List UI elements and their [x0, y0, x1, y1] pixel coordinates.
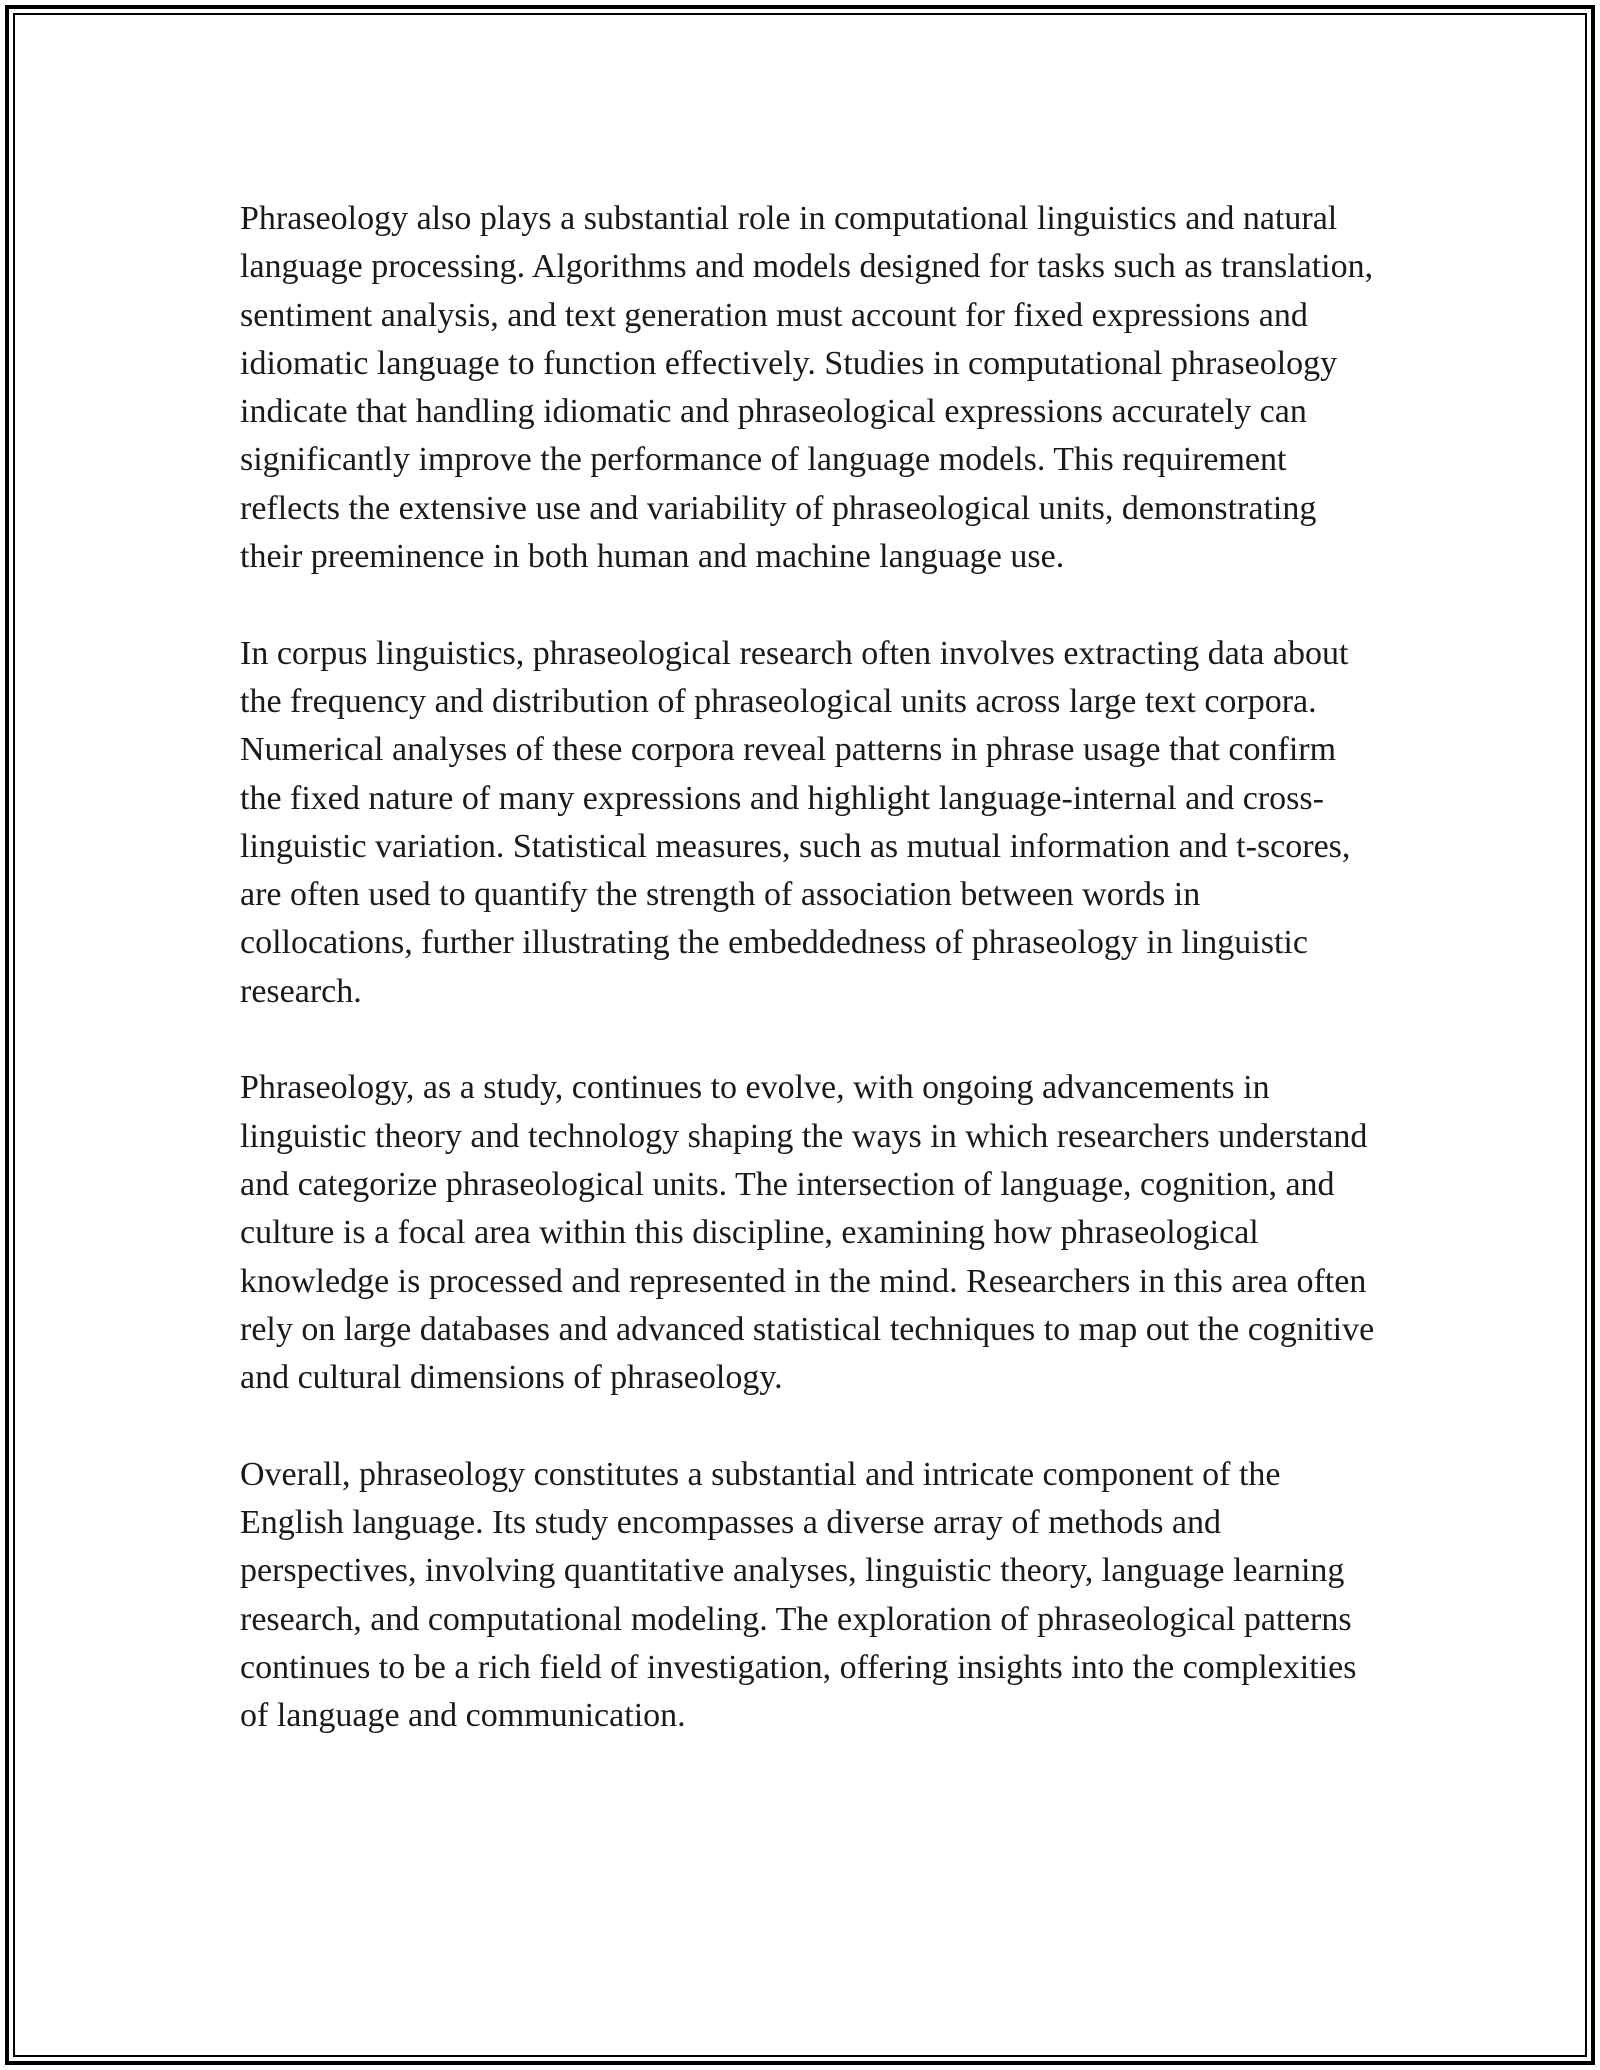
document-body — [240, 195, 1380, 1789]
paragraph-corpus-linguistics: In corpus linguistics, phraseological research often involves extracting data about the frequency and distribution of phraseological units across large text corpora. Numerical analyses of these corpora reveal patterns in phrase usage that confirm the fixed nature of many expressions and highlight language-internal and cross-linguistic variation. Statistical measures, such as mutual information and t-scores, are often used to quantify the strength of association between words in collocations, further illustrating the embeddedness of phraseology in linguistic research. — [240, 634, 1351, 1010]
paragraph-evolution-of-study: Phraseology, as a study, continues to evolve, with ongoing advancements in linguistic theory and technology shaping the ways in which researchers understand and categorize phraseological units. The intersection of language, cognition, and culture is a focal area within this discipline, examining how phraseological knowledge is processed and represented in the mind. Researchers in this area often rely on large databases and advanced statistical techniques to map out the cognitive and cultural dimensions of phraseology. — [240, 1069, 1375, 1397]
paragraph-overall-conclusion: Overall, phraseology constitutes a substantial and intricate component of the English language. Its study encompasses a diverse array of methods and perspectives, involving quantitative analyses, linguistic theory, language learning research, and computational modeling. The exploration of phraseological patterns continues to be a rich field of investigation, offering insights into the complexities of language and communication. — [240, 1455, 1357, 1735]
page-border — [5, 5, 1595, 2065]
paragraph-computational-linguistics: Phraseology also plays a substantial role in computational linguistics and natural language processing. Algorithms and models designed for tasks such as translation, sentiment analysis, and text generation must account for fixed expressions and idiomatic language to function effectively. Studies in computational phraseology indicate that handling idiomatic and phraseological expressions accurately can significantly improve the performance of language models. This requirement reflects the extensive use and variability of phraseological units, demonstrating their preeminence in both human and machine language use. — [240, 200, 1374, 576]
